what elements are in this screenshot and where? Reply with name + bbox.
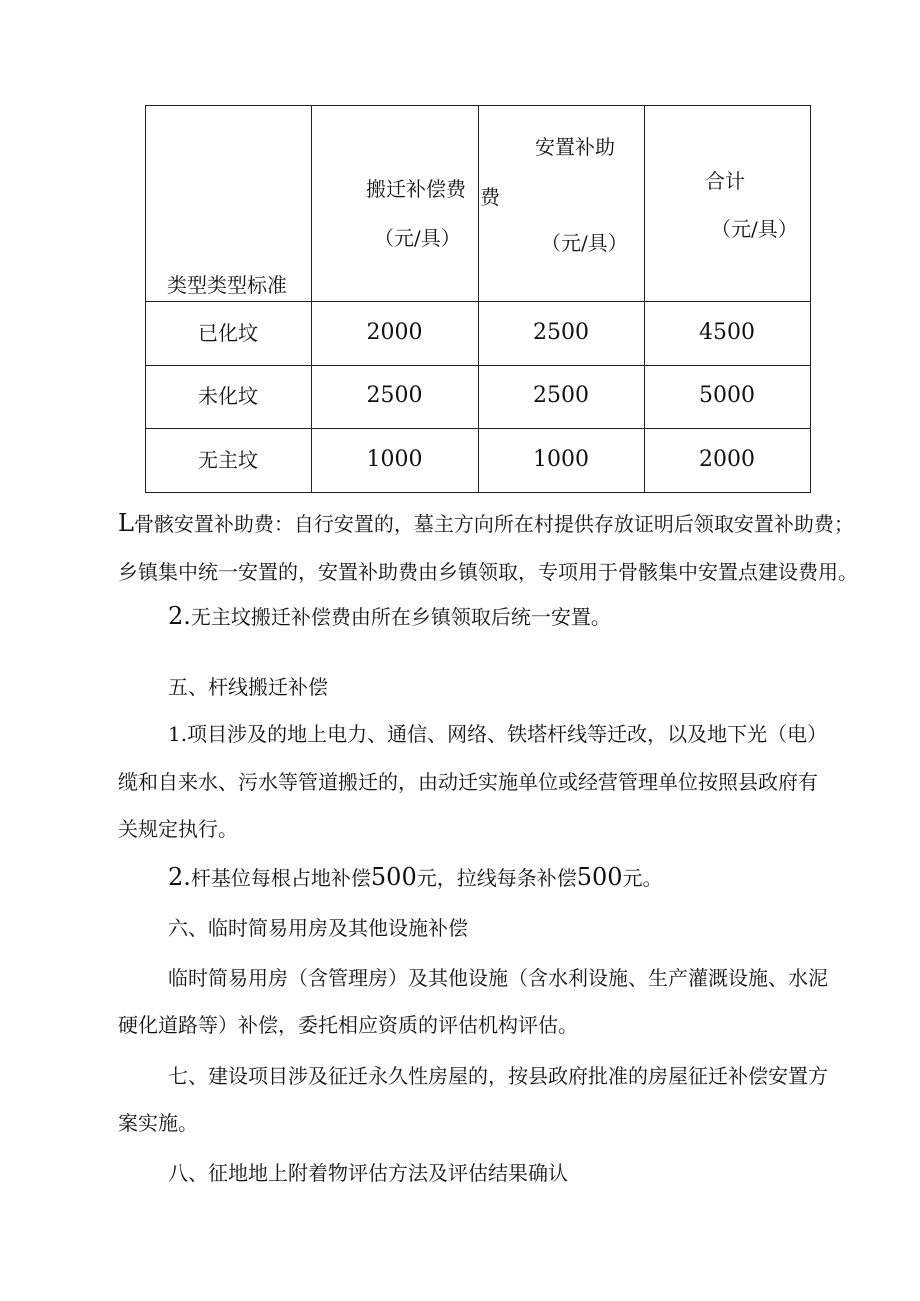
section-5-item-1-line-1: 1.项目涉及的地上电力、通信、网络、铁塔杆线等迁改，以及地下光（电） bbox=[168, 722, 828, 746]
cell-relocation-fee: 1000 bbox=[366, 447, 423, 472]
cell-relocation-fee: 2000 bbox=[366, 320, 423, 345]
cell-total: 5000 bbox=[699, 383, 755, 408]
section-7-line-2: 案实施。 bbox=[118, 1111, 198, 1135]
col-resettlement-title: 安置补助 bbox=[535, 135, 615, 159]
cell-total: 4500 bbox=[699, 320, 755, 345]
col-total-title: 合计 bbox=[705, 169, 745, 193]
col-relocation-unit: （元/具） bbox=[374, 226, 461, 250]
section-5-item-2-number: 2. bbox=[168, 863, 191, 891]
section-6-heading: 六、临时简易用房及其他设施补偿 bbox=[168, 916, 468, 940]
section-6-body-line-1: 临时简易用房（含管理房）及其他设施（含水利设施、生产灌溉设施、水泥 bbox=[168, 966, 828, 990]
table-col-divider bbox=[478, 105, 479, 493]
table-col-divider bbox=[644, 105, 645, 493]
section-5-item-1-line-2: 缆和自来水、污水等管道搬迁的，由动迁实施单位或经营管理单位按照县政府有 bbox=[118, 770, 818, 794]
col-relocation-title: 搬迁补偿费 bbox=[366, 177, 466, 201]
section-5-item-2-end: 元。 bbox=[622, 866, 663, 890]
section-5-item-2-text: 杆基位每根占地补偿 bbox=[190, 866, 371, 890]
pole-compensation-amount: 500 bbox=[370, 863, 417, 891]
section-8-heading: 八、征地地上附着物评估方法及评估结果确认 bbox=[168, 1161, 568, 1185]
cell-relocation-fee: 2500 bbox=[366, 383, 423, 408]
note-1-marker: L bbox=[118, 509, 134, 537]
note-1-text: 骨骸安置补助费：自行安置的，墓主方向所在村提供存放证明后领取安置补助费； bbox=[133, 512, 854, 536]
col-resettlement-unit: （元/具） bbox=[541, 231, 628, 255]
section-7-line-1: 七、建设项目涉及征迁永久性房屋的，按县政府批准的房屋征迁补偿安置方 bbox=[168, 1064, 828, 1088]
section-5-item-1-line-3: 关规定执行。 bbox=[118, 817, 238, 841]
note-2-text: 无主坟搬迁补偿费由所在乡镇领取后统一安置。 bbox=[190, 605, 611, 629]
col-total-unit: （元/具） bbox=[711, 217, 798, 241]
table-corner-label: 类型类型标准 bbox=[167, 273, 287, 297]
section-5-item-2 bbox=[168, 864, 663, 891]
table-border-right bbox=[810, 105, 811, 493]
col-resettlement-title-wrap: 费 bbox=[480, 185, 500, 209]
section-5-heading: 五、杆线搬迁补偿 bbox=[168, 675, 328, 699]
note-2-number: 2. bbox=[168, 602, 191, 630]
section-6-body-line-2: 硬化道路等）补偿，委托相应资质的评估机构评估。 bbox=[118, 1013, 578, 1037]
cell-resettlement-fee: 1000 bbox=[533, 447, 589, 472]
row-type-label: 未化坟 bbox=[198, 384, 258, 408]
cell-total: 2000 bbox=[699, 447, 755, 472]
note-2 bbox=[168, 603, 611, 630]
row-type-label: 已化坟 bbox=[198, 321, 258, 345]
note-1-line-1 bbox=[118, 510, 854, 537]
cell-resettlement-fee: 2500 bbox=[533, 383, 589, 408]
section-5-item-2-mid: 元，拉线每条补偿 bbox=[416, 866, 577, 890]
cell-resettlement-fee: 2500 bbox=[533, 320, 589, 345]
table-col-divider bbox=[311, 105, 312, 493]
table-border-left bbox=[145, 105, 146, 493]
compensation-table bbox=[145, 105, 811, 493]
note-1-line-2: 乡镇集中统一安置的，安置补助费由乡镇领取，专项用于骨骸集中安置点建设费用。 bbox=[118, 560, 858, 584]
row-type-label: 无主坟 bbox=[198, 448, 258, 472]
guy-wire-compensation-amount: 500 bbox=[576, 863, 623, 891]
